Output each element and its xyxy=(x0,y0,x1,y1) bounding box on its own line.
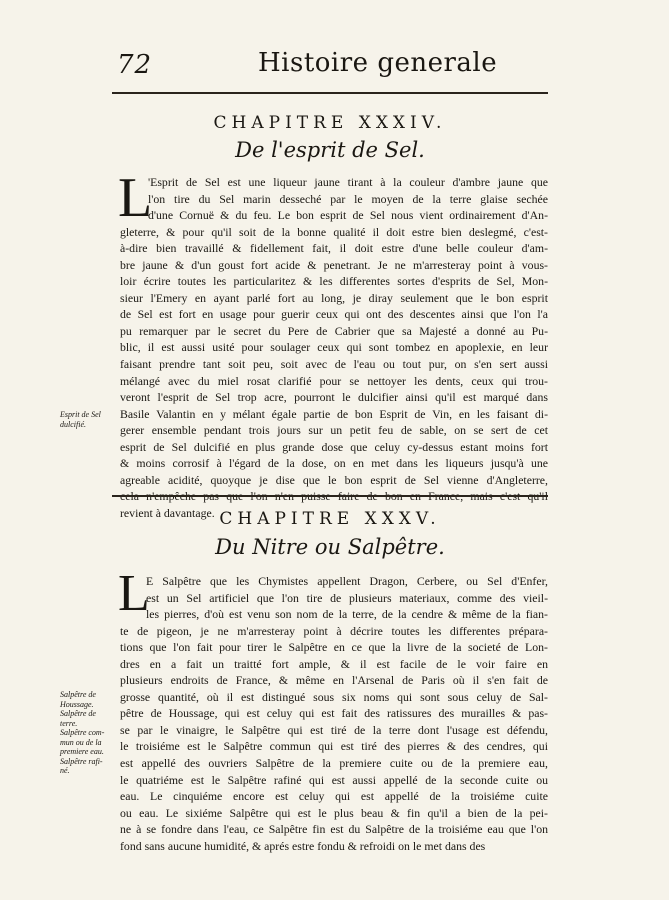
margin-note-line: Houssage. xyxy=(60,699,94,709)
text-line: esprit de Sel dulcifié en plus grande dose que celuy cy-dessus estant moins fort xyxy=(120,439,548,454)
chapter-title: Du Nitre ou Salpêtre. xyxy=(215,535,445,559)
margin-note-line: Esprit de Sel xyxy=(60,410,101,419)
margin-note-line: Salpêtre de xyxy=(60,709,96,718)
chapter-body xyxy=(120,573,548,854)
text-line: & moins corrosif à l'égard de la dose, on en met dans les liqueurs jusqu'à une xyxy=(120,456,548,471)
margin-note xyxy=(60,690,116,776)
text-line: pêtre de Houssage, qui est celuy qui est fait des ratissures des murailles & pas- xyxy=(120,706,548,721)
text-line: eau. Le cinquiéme encore est celuy qui est appellé de la troisiéme cuite xyxy=(120,789,548,804)
text-line: 'Esprit de Sel est une liqueur jaune tirant à la couleur d'ambre jaune que xyxy=(148,175,548,189)
text-line: faisant prendre tant soit peu, soit avec de l'eau ou tout pur, on s'en sert aussi xyxy=(120,357,548,372)
text-line: te de pigeon, je ne m'arresteray point à décrire toutes les differentes prépara- xyxy=(120,623,548,638)
text-line: dres en a fait un traitté fort ample, & il est facile de le voir faire en xyxy=(120,656,548,671)
text-line: l'on tire du Sel marin desseché par le moyen de la terre glaise sechée xyxy=(148,191,548,206)
text-line: est un Sel artificiel que l'on tire de plusieurs materiaux, comme des vieil- xyxy=(146,590,548,605)
text-line: le troisiéme est le Salpêtre commun qui est tiré des pierres & des cendres, qui xyxy=(120,739,548,754)
text-line: d'une Cornuë & du feu. Le bon esprit de Sel nous vient ordinairement d'An- xyxy=(148,208,548,223)
margin-note-line: Salpêtre com- xyxy=(60,728,105,737)
text-line: veront l'esprit de Sel trop acre, pourront le dulcifier ainsi qu'il est marqué dans xyxy=(120,390,548,405)
text-line: E Salpêtre que les Chymistes appellent Dragon, Cerbere, ou Sel d'Enfer, xyxy=(146,574,548,588)
text-line: de Sel est fort en usage pour guerir ceux qui ont des descentes ainsi que l'on l'a xyxy=(120,307,548,322)
header-rule xyxy=(112,92,548,94)
text-line: ou eau. Le sixiéme Salpêtre qui est le plus beau & fin qu'il a bien de la pei- xyxy=(120,805,548,820)
text-line: bre jaune & d'un goust fort acide & penetrant. Je ne m'arresteray point à vous- xyxy=(120,257,548,272)
text-line: tions que l'on fait pour tirer le Salpêtre en ce que la livre de la societé de Lon- xyxy=(120,640,548,655)
text-line: pu remarquer par le secret du Pere de Cabrier que sa Majesté a donné au Pu- xyxy=(120,323,548,338)
text-line: plusieurs endroits de France, & même en l'Arsenal de Paris où il s'en fait de xyxy=(120,673,548,688)
text-line: gleterre, & pour qu'il soit de la bonne qualité il doit estre bien deslegmé, c'est- xyxy=(120,224,548,239)
margin-note-line: Salpêtre rafi- xyxy=(60,756,103,766)
text-line: à-dire bien travaillé & fidellement fait, il doit estre d'une belle couleur d'am- xyxy=(120,241,548,256)
text-line: agreable acidité, quoyque je dise que le bon esprit de Sel vienne d'Angleterre, xyxy=(120,472,548,487)
chapter-heading: CHAPITRE XXXV. xyxy=(219,509,441,529)
text-line: revient à davantage. xyxy=(120,505,215,520)
text-line: les pierres, d'où est venu son nom de la terre, de la cendre & même de la fian- xyxy=(146,607,548,622)
text-line: ne à se fondre dans l'eau, ce Salpêtre fin est du Salpêtre de la troisiéme eau que l'on xyxy=(120,822,548,837)
text-line: Basile Valantin en y mélant égale partie de bon Esprit de Vin, en les faisant di- xyxy=(120,406,548,421)
section-rule xyxy=(112,495,548,497)
drop-cap: L xyxy=(118,167,153,229)
margin-note-line: né. xyxy=(60,766,70,775)
chapter-body xyxy=(120,174,548,521)
margin-note-line: Salpêtre de xyxy=(60,690,96,699)
margin-note-line: premiere eau. xyxy=(60,747,104,756)
running-title: Histoire generale xyxy=(258,48,498,78)
text-line: grosse quantité, où il est distingué sous six noms qui sont sous celuy de Sal- xyxy=(120,689,548,704)
chapter-title: De l'esprit de Sel. xyxy=(235,138,425,162)
text-line: se par le vinaigre, le Salpêtre qui est tiré de la terre dont l'usage est défendu, xyxy=(120,722,548,737)
drop-cap: L xyxy=(118,565,150,622)
chapter-heading: CHAPITRE XXXIV. xyxy=(213,113,447,133)
margin-note-line: terre. xyxy=(60,718,78,728)
text-line: gerer ensemble pendant trois jours sur un petit feu de sable, on se sert de cet xyxy=(120,423,548,438)
margin-note xyxy=(60,410,116,429)
margin-note-line: dulcifié. xyxy=(60,419,86,429)
text-line: loir écrire toutes les particularitez & les differentes sortes d'esprits de Sel, Mon- xyxy=(120,274,548,289)
text-line: le quatriéme est le Salpêtre rafiné qui est aussi appellé de la seconde cuite ou xyxy=(120,772,548,787)
text-line: sieur l'Emery en ayant parlé fort au long, je diray seulement que le bon esprit xyxy=(120,290,548,305)
text-line: mélangé avec du miel rosat clarifié pour se nettoyer les dents, ceux qui trou- xyxy=(120,373,548,388)
text-line: blic, il est aussi usité pour soulager ceux qui sont tombez en apoplexie, en leur xyxy=(120,340,548,355)
margin-note-line: mun ou de la xyxy=(60,737,102,747)
page-number: 72 xyxy=(117,50,153,80)
text-line: est appellé des ouvriers Salpêtre de la premiere cuite ou de la premiere eau, xyxy=(120,756,548,771)
text-line: fond sans aucune humidité, & aprés estre fondu & refroidi on le met dans des xyxy=(120,838,486,853)
